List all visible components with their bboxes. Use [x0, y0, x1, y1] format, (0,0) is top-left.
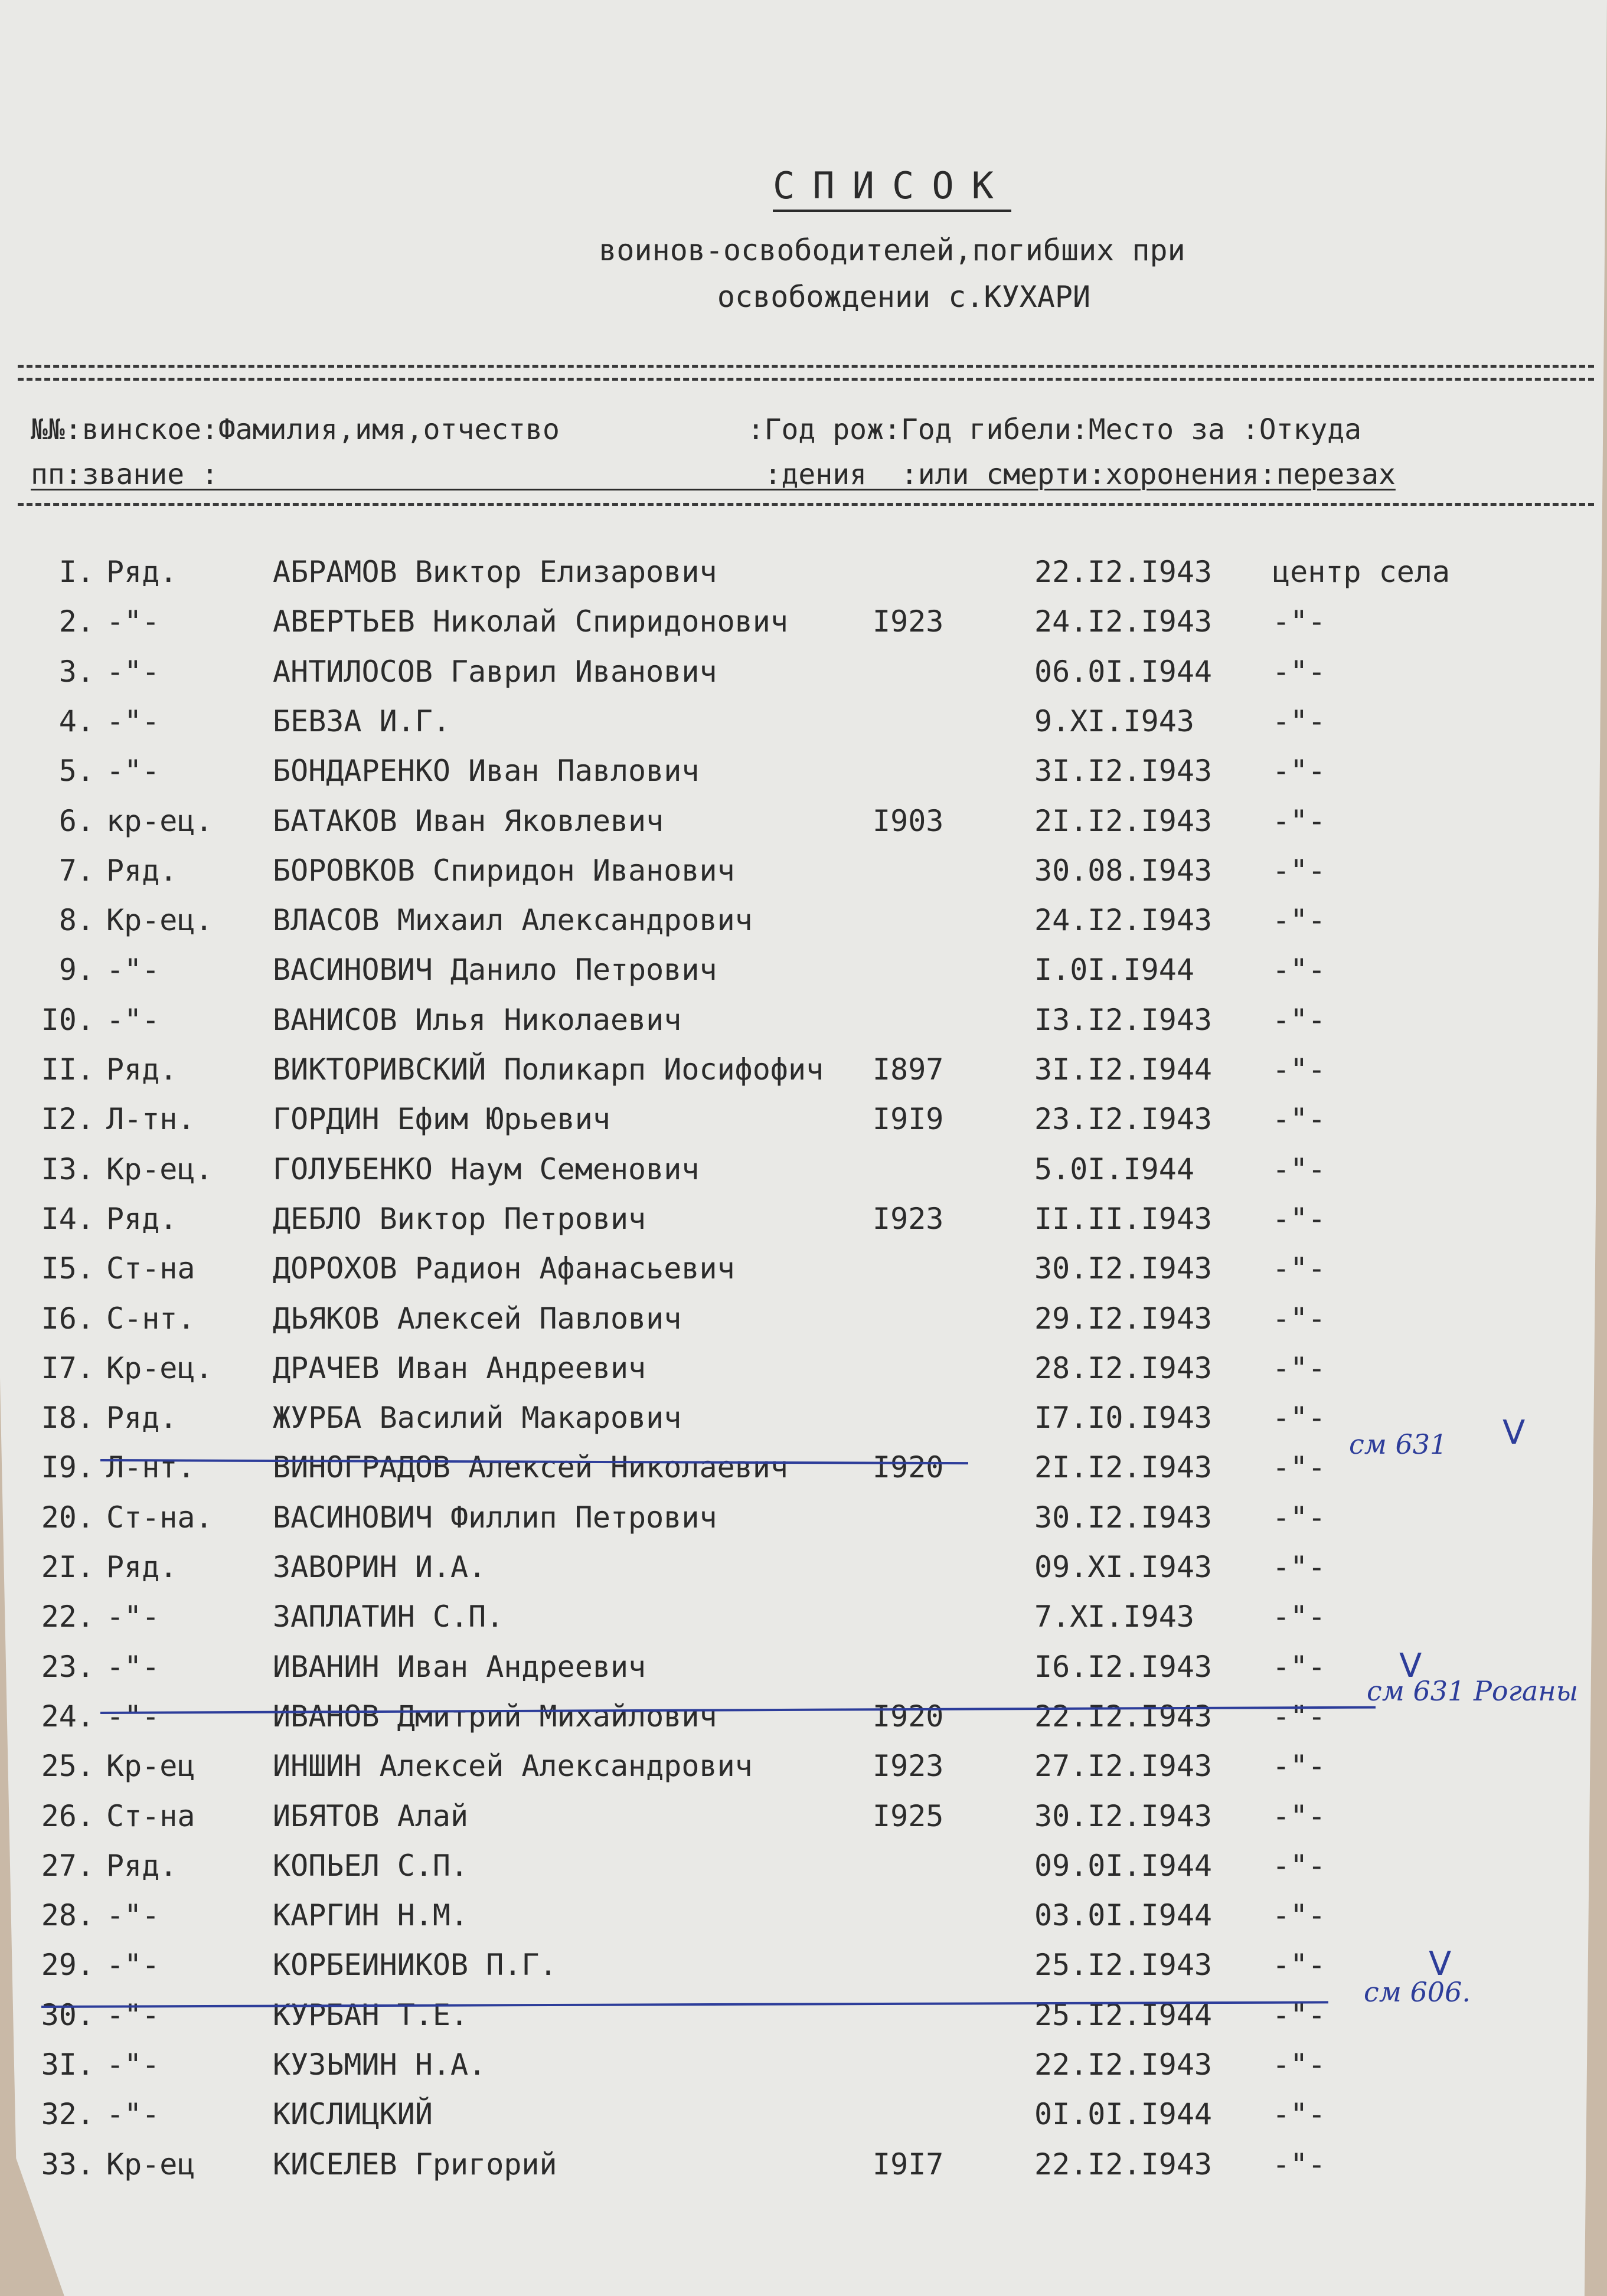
table-header-line2: пп:звание : :дения :или смерти:хоронения:перезах [31, 458, 1396, 491]
list-row-died: 25.I2.I944 [1034, 1997, 1213, 2032]
list-row-died: 3I.I2.I943 [1034, 754, 1213, 789]
handwritten-note-row-30: см 606. [1364, 1976, 1471, 2008]
list-row-num: I6. [41, 1301, 94, 1336]
list-row-name: ЖУРБА Василий Макарович [273, 1401, 682, 1435]
list-row-rank: Кр-ец. [106, 903, 213, 938]
list-row-name: ИНШИН Алексей Александрович [273, 1749, 753, 1784]
list-row-rank: -"- [106, 1948, 160, 1983]
list-row-died: 06.0I.I944 [1034, 654, 1213, 689]
list-row-num: I7. [41, 1350, 94, 1385]
list-row-place: -"- [1272, 2048, 1326, 2082]
list-row-rank: -"- [106, 2048, 160, 2082]
list-row-name: КАРГИН Н.М. [273, 1898, 469, 1933]
list-row-rank: Ряд. [106, 1201, 178, 1236]
list-row-died: 23.I2.I943 [1034, 1102, 1213, 1137]
list-row-num: 9. [58, 953, 94, 987]
list-row-died: 27.I2.I943 [1034, 1749, 1213, 1784]
list-row-died: 0I.0I.I944 [1034, 2097, 1213, 2132]
list-row-name: ВИНОГРАДОВ Алексей Николаевич [273, 1450, 788, 1485]
list-row-rank: Ст-на [106, 1798, 195, 1833]
list-row-num: 2I. [41, 1550, 94, 1584]
list-row-place: -"- [1272, 953, 1326, 987]
list-row-num: 5. [58, 754, 94, 789]
list-row-born: I9I9 [873, 1102, 944, 1137]
list-row-name: ИБЯТОВ Алай [273, 1798, 469, 1833]
list-row [0, 853, 1607, 901]
list-row-born: I923 [873, 1749, 944, 1784]
list-row [0, 754, 1607, 801]
list-row-place: -"- [1272, 1002, 1326, 1037]
list-row-died: 30.08.I943 [1034, 853, 1213, 888]
list-row-rank: -"- [106, 604, 160, 639]
list-row-name: ИВАНОВ Дмитрий Михайлович [273, 1699, 717, 1734]
list-row-name: ВЛАСОВ Михаил Александрович [273, 903, 753, 938]
list-row-rank: кр-ец. [106, 803, 213, 838]
header-rule-top-2 [18, 378, 1594, 381]
list-row-name: КОПЬЕЛ С.П. [273, 1848, 469, 1883]
list-row-place: -"- [1272, 2147, 1326, 2181]
document-title: СПИСОК [0, 164, 1607, 207]
list-row [0, 1650, 1607, 1697]
list-row-rank: Кр-ец [106, 2147, 195, 2181]
list-row-rank: Ряд. [106, 1401, 178, 1435]
list-row-rank: Кр-ец. [106, 1152, 213, 1186]
list-row-num: 3. [58, 654, 94, 689]
list-row-name: БОНДАРЕНКО Иван Павлович [273, 754, 700, 789]
list-row-rank: -"- [106, 654, 160, 689]
list-row-died: 29.I2.I943 [1034, 1301, 1213, 1336]
list-row-place: -"- [1272, 1152, 1326, 1186]
list-row-rank: Кр-ец [106, 1749, 195, 1784]
list-row-rank: -"- [106, 2097, 160, 2132]
check-mark-icon: V [1399, 1647, 1422, 1685]
list-row-name: ДЕБЛО Виктор Петрович [273, 1201, 646, 1236]
list-row-died: 9.XI.I943 [1034, 704, 1194, 738]
list-row-name: АНТИЛОСОВ Гаврил Иванович [273, 654, 717, 689]
list-row-died: 22.I2.I943 [1034, 1699, 1213, 1734]
list-row-died: 7.XI.I943 [1034, 1600, 1194, 1634]
table-header-line1: №№:винское:Фамилия,имя,отчество :Год рож:Год гибели:Место за :Откуда [31, 413, 1362, 446]
list-row [0, 1898, 1607, 1945]
list-row-place: -"- [1272, 803, 1326, 838]
header-rule-bottom [18, 503, 1594, 506]
list-row-died: 2I.I2.I943 [1034, 803, 1213, 838]
list-row-rank: -"- [106, 1649, 160, 1684]
list-row-num: 7. [58, 853, 94, 888]
list-row-num: 20. [41, 1500, 94, 1535]
list-row-rank: Ст-на. [106, 1500, 213, 1535]
list-row-place: -"- [1272, 1948, 1326, 1983]
list-row-name: АБРАМОВ Виктор Елизарович [273, 555, 717, 589]
list-row-rank: Ст-на [106, 1251, 195, 1286]
list-row [0, 1152, 1607, 1199]
list-row [0, 804, 1607, 851]
list-row-num: I5. [41, 1251, 94, 1286]
list-row-place: -"- [1272, 1251, 1326, 1286]
list-row-place: -"- [1272, 853, 1326, 888]
list-row [0, 2147, 1607, 2194]
list-row-died: 09.XI.I943 [1034, 1550, 1213, 1584]
list-row-died: II.II.I943 [1034, 1201, 1213, 1236]
list-row-name: КУРБАН Т.Е. [273, 1997, 469, 2032]
list-row-rank: С-нт. [106, 1301, 195, 1336]
list-row-died: 25.I2.I943 [1034, 1948, 1213, 1983]
list-row-place: -"- [1272, 1102, 1326, 1137]
list-row-num: I9. [41, 1450, 94, 1485]
list-row [0, 2097, 1607, 2144]
list-row-rank: -"- [106, 754, 160, 789]
list-row-rank: Ряд. [106, 1052, 178, 1087]
list-row-died: I6.I2.I943 [1034, 1649, 1213, 1684]
list-row-born: I920 [873, 1450, 944, 1485]
list-row-num: 33. [41, 2147, 94, 2181]
list-row-name: ИВАНИН Иван Андреевич [273, 1649, 646, 1684]
list-row-rank: -"- [106, 1699, 160, 1734]
list-row-place: -"- [1272, 1450, 1326, 1485]
check-mark-icon: V [1429, 1945, 1452, 1983]
list-row-place: -"- [1272, 1301, 1326, 1336]
list-row-place: -"- [1272, 1401, 1326, 1435]
list-row-name: КИСЛИЦКИЙ [273, 2097, 433, 2132]
list-row-num: 30. [41, 1997, 94, 2032]
list-row-rank: Кр-ец. [106, 1350, 213, 1385]
list-row-place: -"- [1272, 1749, 1326, 1784]
list-row-num: 2. [58, 604, 94, 639]
list-row-died: 3I.I2.I944 [1034, 1052, 1213, 1087]
list-row-died: 30.I2.I943 [1034, 1500, 1213, 1535]
list-row-died: 09.0I.I944 [1034, 1848, 1213, 1883]
list-row [0, 903, 1607, 950]
list-row-died: I3.I2.I943 [1034, 1002, 1213, 1037]
header-rule-top [18, 365, 1594, 368]
list-row-place: -"- [1272, 654, 1326, 689]
list-row-died: 03.0I.I944 [1034, 1898, 1213, 1933]
list-row-num: I. [58, 555, 94, 589]
list-row-name: ДЬЯКОВ Алексей Павлович [273, 1301, 682, 1336]
list-row-num: 32. [41, 2097, 94, 2132]
handwritten-note-row-19: см 631 [1349, 1428, 1448, 1460]
handwritten-note-row-24: см 631 Роганы [1367, 1675, 1579, 1707]
list-row-name: ГОЛУБЕНКО Наум Семенович [273, 1152, 700, 1186]
list-row-num: II. [41, 1052, 94, 1087]
list-row-died: 30.I2.I943 [1034, 1251, 1213, 1286]
list-row-num: I8. [41, 1401, 94, 1435]
list-row [0, 655, 1607, 702]
list-row-name: КОРБЕИНИКОВ П.Г. [273, 1948, 557, 1983]
list-row-born: I9I7 [873, 2147, 944, 2181]
list-row-place: -"- [1272, 754, 1326, 789]
list-row-died: 22.I2.I943 [1034, 2147, 1213, 2181]
list-row-died: 30.I2.I943 [1034, 1798, 1213, 1833]
list-row [0, 1301, 1607, 1349]
list-row-name: ВАСИНОВИЧ Филлип Петрович [273, 1500, 717, 1535]
list-row-name: ВАНИСОВ Илья Николаевич [273, 1002, 682, 1037]
list-row-died: 22.I2.I943 [1034, 2048, 1213, 2082]
list-row-rank: -"- [106, 704, 160, 738]
list-row-place: -"- [1272, 604, 1326, 639]
list-row-place: -"- [1272, 2097, 1326, 2132]
list-row-born: I925 [873, 1798, 944, 1833]
list-row [0, 1202, 1607, 1249]
list-row [0, 1500, 1607, 1548]
list-row-name: ЗАВОРИН И.А. [273, 1550, 486, 1584]
list-row-born: I923 [873, 604, 944, 639]
list-row-rank: -"- [106, 1002, 160, 1037]
list-row-born: I897 [873, 1052, 944, 1087]
list-row [0, 555, 1607, 602]
list-row-born: I920 [873, 1699, 944, 1734]
list-row-place: -"- [1272, 1500, 1326, 1535]
list-row-num: 24. [41, 1699, 94, 1734]
list-row-place: -"- [1272, 704, 1326, 738]
list-row [0, 1003, 1607, 1050]
list-row-num: 29. [41, 1948, 94, 1983]
list-row-place: -"- [1272, 1649, 1326, 1684]
list-row [0, 1600, 1607, 1647]
list-row-num: 27. [41, 1848, 94, 1883]
list-row-num: 22. [41, 1600, 94, 1634]
list-row-place: центр села [1272, 555, 1451, 589]
list-row-rank: Л-тн. [106, 1102, 195, 1137]
list-row-num: 25. [41, 1749, 94, 1784]
list-row-name: БОРОВКОВ Спиридон Иванович [273, 853, 735, 888]
list-row-born: I923 [873, 1201, 944, 1236]
list-row [0, 1749, 1607, 1796]
list-row-name: ДОРОХОВ Радион Афанасьевич [273, 1251, 735, 1286]
list-row-rank: Ряд. [106, 853, 178, 888]
list-row-rank: Ряд. [106, 1848, 178, 1883]
list-row-num: I0. [41, 1002, 94, 1037]
list-row-name: ЗАПЛАТИН С.П. [273, 1600, 504, 1634]
list-row-num: I4. [41, 1201, 94, 1236]
list-row-name: АВЕРТЬЕВ Николай Спиридонович [273, 604, 788, 639]
list-row-place: -"- [1272, 1798, 1326, 1833]
list-row [0, 953, 1607, 1000]
list-row [0, 1799, 1607, 1846]
list-row-num: 23. [41, 1649, 94, 1684]
list-row [0, 1052, 1607, 1100]
list-row-num: 26. [41, 1798, 94, 1833]
document-subtitle-line2: освобождении с.КУХАРИ [717, 280, 1091, 314]
list-row-num: I3. [41, 1152, 94, 1186]
list-row-rank: Ряд. [106, 555, 178, 589]
list-row-name: БЕВЗА И.Г. [273, 704, 451, 738]
list-row-died: 2I.I2.I943 [1034, 1450, 1213, 1485]
list-row-place: -"- [1272, 1052, 1326, 1087]
list-row-died: I7.I0.I943 [1034, 1401, 1213, 1435]
list-row-rank: Л-нт. [106, 1450, 195, 1485]
document-subtitle-line1: воинов-освободителей,погибших при [599, 233, 1185, 267]
list-row [0, 1849, 1607, 1896]
list-row-died: 28.I2.I943 [1034, 1350, 1213, 1385]
list-row-place: -"- [1272, 1699, 1326, 1734]
list-row [0, 1351, 1607, 1398]
list-row-name: КУЗЬМИН Н.А. [273, 2048, 486, 2082]
list-row-died: 24.I2.I943 [1034, 604, 1213, 639]
list-row-num: 8. [58, 903, 94, 938]
list-row-rank: Ряд. [106, 1550, 178, 1584]
list-row [0, 1550, 1607, 1597]
list-row-place: -"- [1272, 1997, 1326, 2032]
list-row-died: 24.I2.I943 [1034, 903, 1213, 938]
list-row [0, 704, 1607, 751]
list-row-num: 6. [58, 803, 94, 838]
list-row-rank: -"- [106, 1997, 160, 2032]
list-row [0, 1251, 1607, 1299]
list-row-rank: -"- [106, 1600, 160, 1634]
list-row-num: I2. [41, 1102, 94, 1137]
list-row-num: 3I. [41, 2048, 94, 2082]
list-row-name: ГОРДИН Ефим Юрьевич [273, 1102, 610, 1137]
list-row-place: -"- [1272, 1848, 1326, 1883]
list-row-rank: -"- [106, 953, 160, 987]
list-row-died: I.0I.I944 [1034, 953, 1194, 987]
list-row-place: -"- [1272, 1550, 1326, 1584]
list-row-name: БАТАКОВ Иван Яковлевич [273, 803, 664, 838]
list-row-name: ВАСИНОВИЧ Данило Петрович [273, 953, 717, 987]
list-row-name: ДРАЧЕВ Иван Андреевич [273, 1350, 646, 1385]
list-row-place: -"- [1272, 1600, 1326, 1634]
list-row-died: 5.0I.I944 [1034, 1152, 1194, 1186]
list-row-place: -"- [1272, 1201, 1326, 1236]
list-row-born: I903 [873, 803, 944, 838]
list-row [0, 2048, 1607, 2095]
list-row-name: КИСЕЛЕВ Григорий [273, 2147, 557, 2181]
list-row-num: 4. [58, 704, 94, 738]
list-row-place: -"- [1272, 1350, 1326, 1385]
list-row-num: 28. [41, 1898, 94, 1933]
list-row-died: 22.I2.I943 [1034, 555, 1213, 589]
list-row-place: -"- [1272, 903, 1326, 938]
check-mark-icon: V [1503, 1414, 1526, 1452]
list-row [0, 1102, 1607, 1149]
list-row-rank: -"- [106, 1898, 160, 1933]
list-row [0, 604, 1607, 652]
list-row-place: -"- [1272, 1898, 1326, 1933]
list-row-name: ВИКТОРИВСКИЙ Поликарп Иосифофич [273, 1052, 824, 1087]
